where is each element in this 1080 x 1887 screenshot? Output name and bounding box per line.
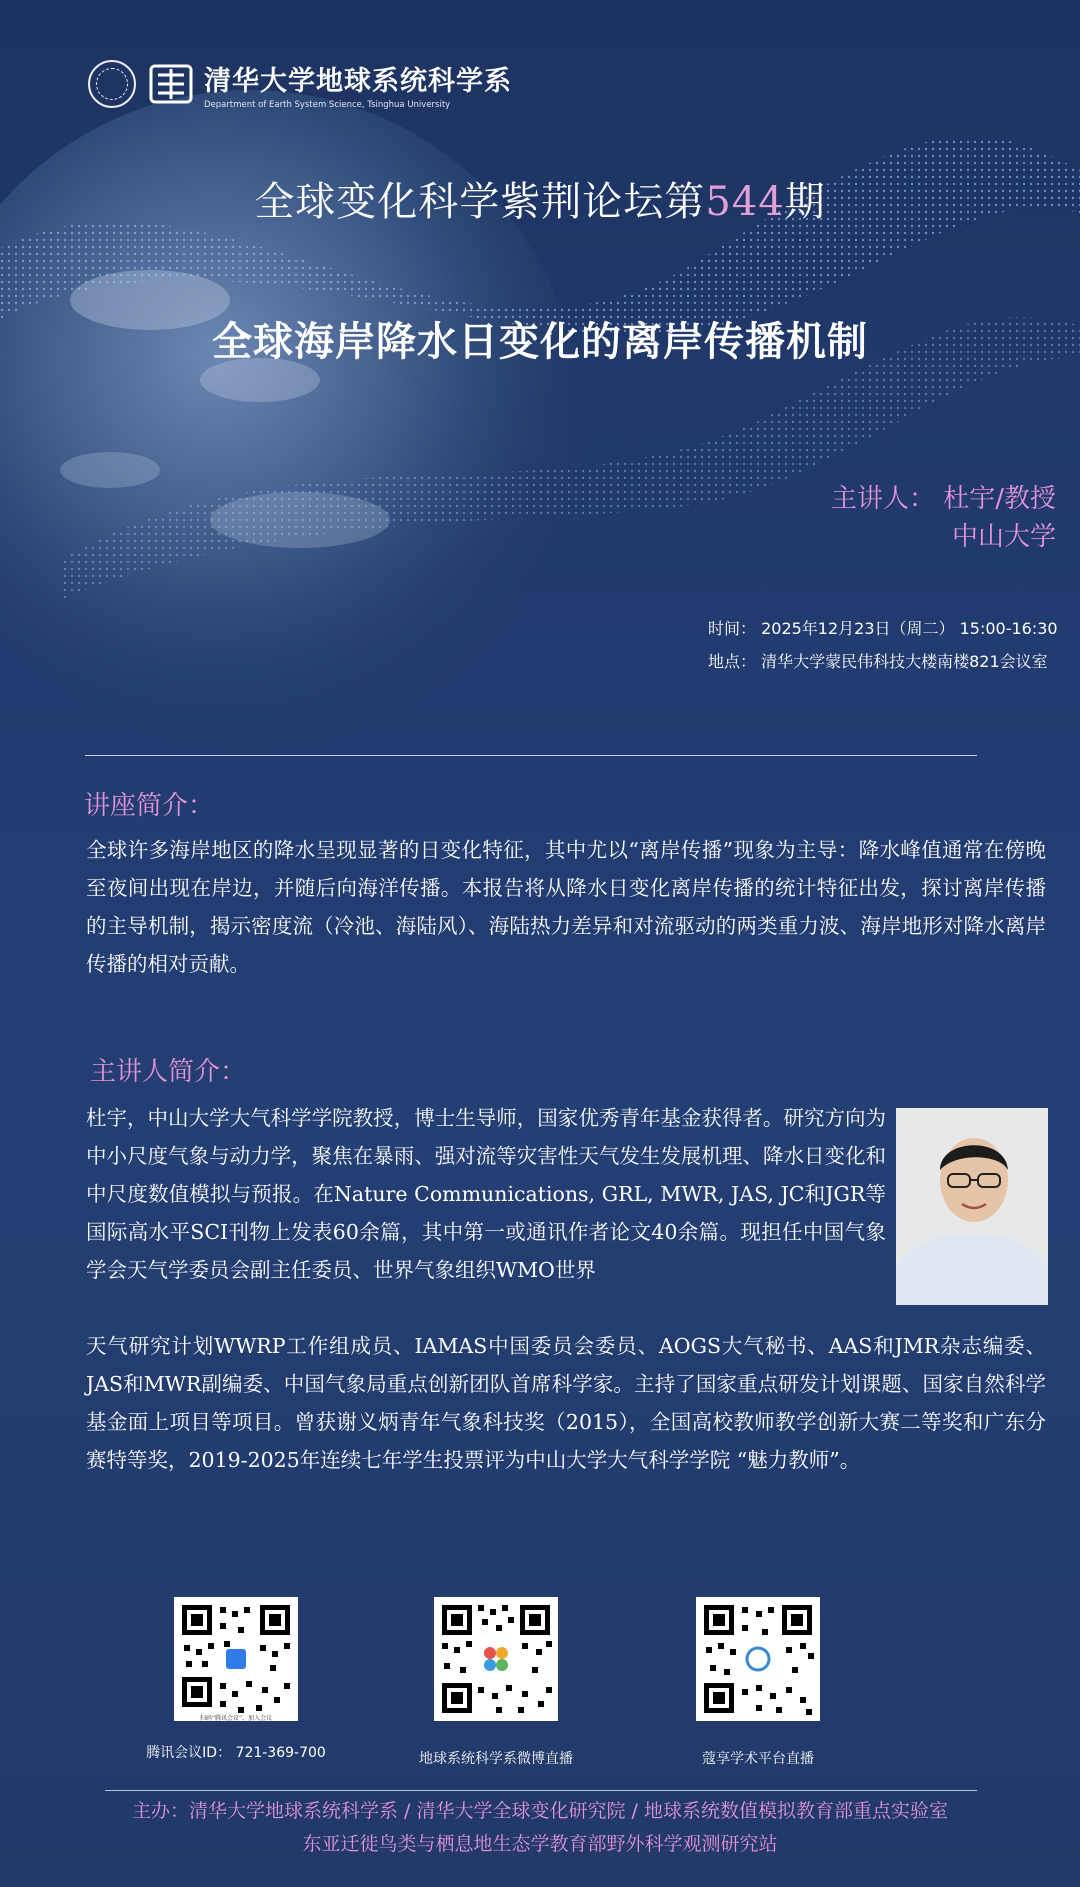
forum-issue-number: 544 <box>705 179 785 225</box>
qr-label-tencent: 腾讯会议ID： 721-369-700 <box>146 1745 326 1761</box>
lecture-text: 全球许多海岸地区的降水呈现显著的日变化特征，其中尤以“离岸传播”现象为主导：降水峰值通常在傍晚至夜间出现在岸边，并随后向海洋传播。本报告将从降水日变化离岸传播的统计特征出发，探讨离岸传播的主导机制，揭示密度流（冷池、海陆风）、海陆热力差异和对流驱动的两类重力波、海岸地形对降水离岸传播的相对贡献。 <box>86 838 1046 976</box>
event-time: 时间： 2025年12月23日（周二） 15:00-16:30 <box>708 619 1058 638</box>
speaker-block <box>831 480 1056 556</box>
bio-heading: 主讲人简介： <box>90 1057 247 1087</box>
organizers-line1: 主办：清华大学地球系统科学系 / 清华大学全球变化研究院 / 地球系统数值模拟教育部重点实验室 <box>132 1800 948 1822</box>
event-info <box>708 612 1058 678</box>
qr-code-icon[interactable] <box>434 1597 558 1721</box>
department-name-en: Department of Earth System Science, Tsinghua University <box>204 99 451 110</box>
organizers-line2: 东亚迁徙鸟类与栖息地生态学教育部野外科学观测研究站 <box>302 1833 778 1855</box>
divider <box>85 755 977 756</box>
qr-koushare-live <box>638 1597 878 1768</box>
qr-label-koushare: 蔻享学术平台直播 <box>702 1751 814 1767</box>
bio-text-part2: 天气研究计划WWRP工作组成员、IAMAS中国委员会委员、AOGS大气秘书、AAS和JMR杂志编委、JAS和MWR副编委、中国气象局重点创新团队首席科学家。主持了国家重点研发计划课题、国家自然科学基金面上项目等项目。曾获谢义炳青年气象科技奖（2015），全国高校教师教学创新大赛二等奖和广东分赛特等奖，2019-2025年连续七年学生投票评为中山大学大气科学学院 “魅力教师”。 <box>86 1334 1046 1472</box>
department-logo-icon <box>148 61 194 107</box>
qr-code-icon[interactable] <box>696 1597 820 1721</box>
qr-label-weibo: 地球系统科学系微博直播 <box>419 1751 573 1767</box>
speaker-photo <box>896 1108 1048 1305</box>
qr-tencent-meeting <box>116 1597 356 1762</box>
university-header <box>88 58 512 110</box>
speaker-affiliation: 中山大学 <box>951 522 1056 552</box>
forum-title-prefix: 全球变化科学紫荆论坛第 <box>254 179 706 225</box>
speaker-name: 主讲人： 杜宇/教授 <box>830 484 1056 514</box>
footer-divider <box>105 1790 977 1791</box>
event-place: 地点： 清华大学蒙民伟科技大楼南楼821会议室 <box>708 652 1048 671</box>
forum-title-suffix: 期 <box>784 179 826 225</box>
qr-weibo-live <box>376 1597 616 1768</box>
qr-code-icon[interactable] <box>174 1597 298 1721</box>
qr-caption: 扫码“腾讯会议”，加入会议 <box>199 1715 273 1722</box>
department-name: 清华大学地球系统科学系 <box>204 65 512 97</box>
talk-title: 全球海岸降水日变化的离岸传播机制 <box>212 319 868 365</box>
forum-title <box>0 170 1080 227</box>
lecture-heading: 讲座简介： <box>84 791 215 821</box>
university-seal-icon <box>88 60 136 108</box>
bio-text-part1: 杜宇，中山大学大气科学学院教授，博士生导师，国家优秀青年基金获得者。研究方向为中小尺度气象与动力学，聚焦在暴雨、强对流等灾害性天气发生发展机理、降水日变化和中尺度数值模拟与预报。在Nature Communications, GRL, MWR, JAS, JC和JGR等国际高水平SCI刊物上发表60余篇，其中第一或通讯作者论文40余篇。现担任中国气象学会天气学委员会副主任委员、世界气象组织WMO世界 <box>86 1106 886 1282</box>
